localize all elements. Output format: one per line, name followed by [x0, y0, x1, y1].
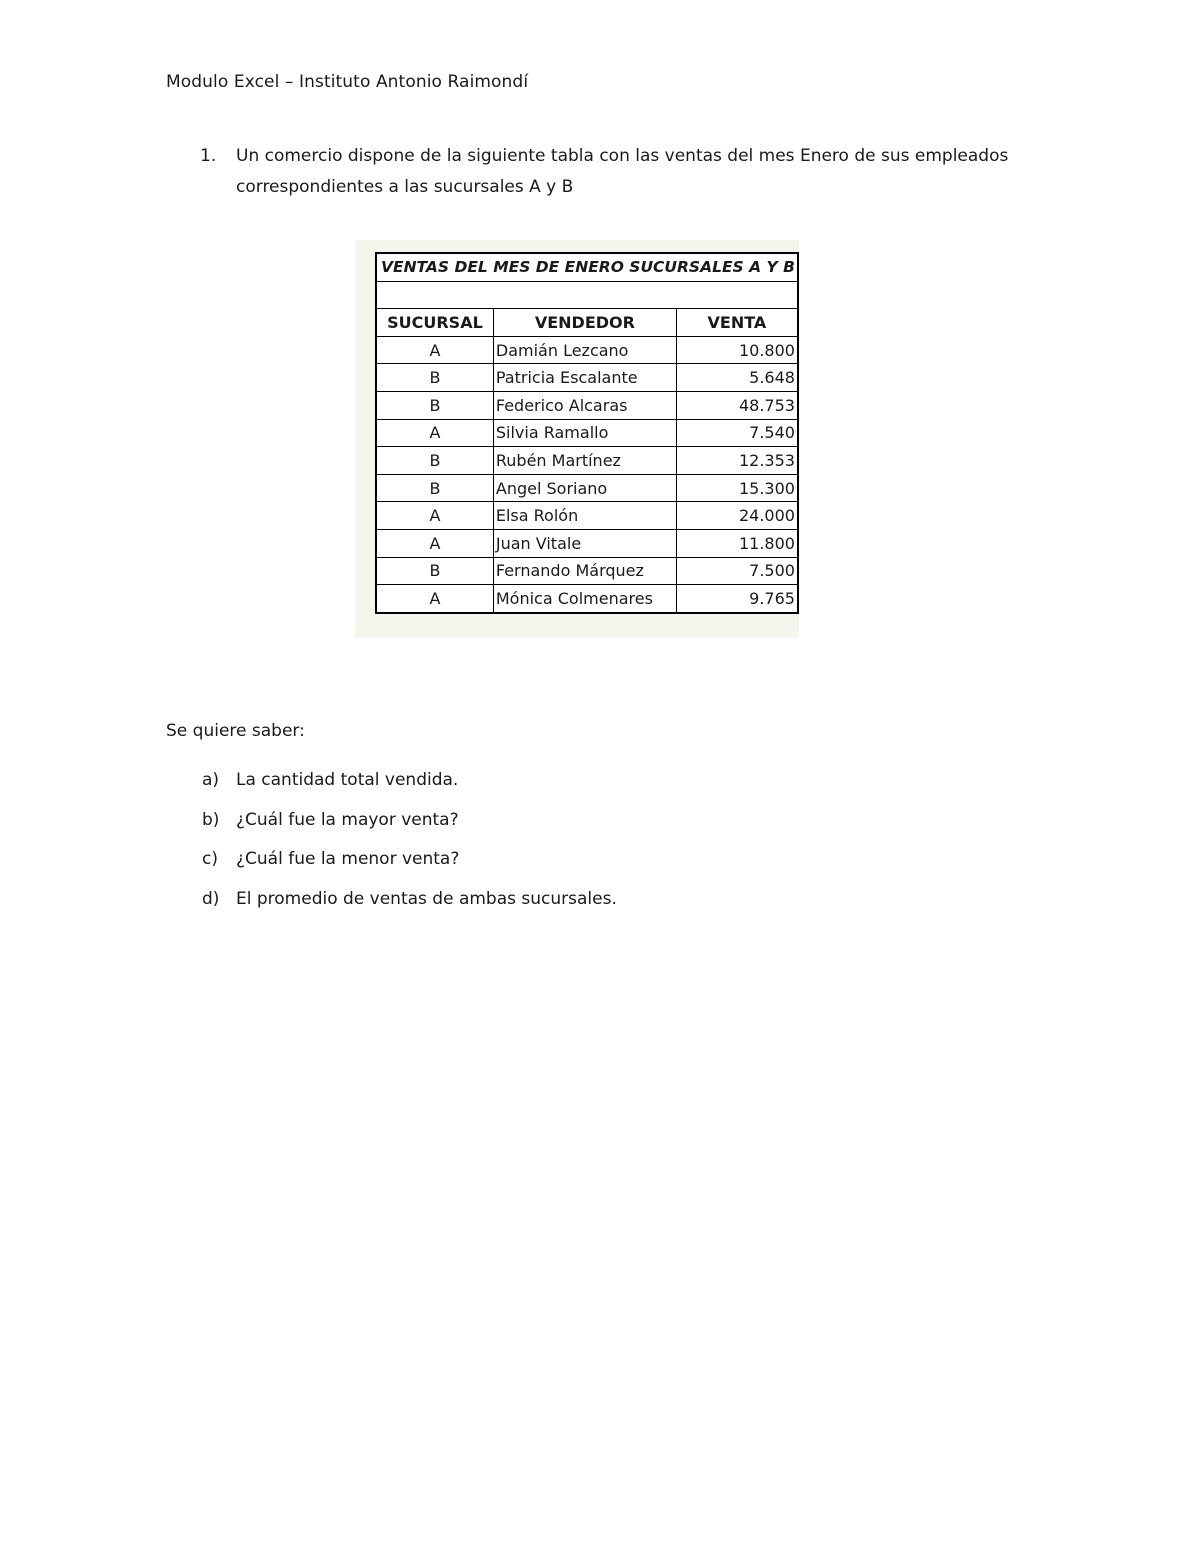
- table-row: [376, 474, 798, 502]
- cell-venta: 7.540: [676, 419, 798, 447]
- list-item-label: a): [202, 770, 220, 790]
- cell-venta: 48.753: [676, 391, 798, 419]
- table-row: [376, 364, 798, 392]
- cell-venta: 5.648: [676, 364, 798, 392]
- cell-sucursal: B: [376, 447, 493, 475]
- table-title: VENTAS DEL MES DE ENERO SUCURSALES A Y B: [376, 253, 798, 281]
- table-row: [376, 419, 798, 447]
- cell-venta: 9.765: [676, 585, 798, 613]
- cell-sucursal: A: [376, 336, 493, 364]
- cell-sucursal: A: [376, 529, 493, 557]
- document-header: Modulo Excel – Instituto Antonio Raimondí: [166, 72, 529, 92]
- list-item-text: ¿Cuál fue la mayor venta?: [236, 809, 459, 830]
- sub-question-list: [166, 770, 966, 928]
- table-row: [376, 447, 798, 475]
- list-item: [166, 810, 966, 850]
- cell-vendedor: Juan Vitale: [493, 529, 676, 557]
- cell-sucursal: B: [376, 557, 493, 585]
- header-vendedor: VENDEDOR: [493, 309, 676, 337]
- cell-vendedor: Damián Lezcano: [493, 336, 676, 364]
- cell-vendedor: Elsa Rolón: [493, 502, 676, 530]
- cell-venta: 7.500: [676, 557, 798, 585]
- list-item: [166, 889, 966, 929]
- table-row: [376, 502, 798, 530]
- cell-sucursal: A: [376, 419, 493, 447]
- cell-sucursal: A: [376, 585, 493, 613]
- cell-venta: 11.800: [676, 529, 798, 557]
- cell-vendedor: Patricia Escalante: [493, 364, 676, 392]
- header-venta: VENTA: [676, 309, 798, 337]
- question-text: Un comercio dispone de la siguiente tabla con las ventas del mes Enero de sus empleados correspondientes a las sucursales A y B: [236, 146, 1009, 197]
- sales-table: [375, 252, 799, 614]
- table-row: [376, 336, 798, 364]
- cell-sucursal: B: [376, 391, 493, 419]
- cell-vendedor: Fernando Márquez: [493, 557, 676, 585]
- cell-vendedor: Federico Alcaras: [493, 391, 676, 419]
- questions-subtitle: Se quiere saber:: [166, 721, 305, 741]
- list-item: [166, 849, 966, 889]
- cell-sucursal: A: [376, 502, 493, 530]
- table-empty-row: [376, 281, 798, 309]
- cell-venta: 12.353: [676, 447, 798, 475]
- cell-sucursal: B: [376, 364, 493, 392]
- list-item-text: El promedio de ventas de ambas sucursales.: [236, 888, 617, 909]
- header-sucursal: SUCURSAL: [376, 309, 493, 337]
- cell-vendedor: Rubén Martínez: [493, 447, 676, 475]
- table-row: [376, 585, 798, 613]
- list-item-text: ¿Cuál fue la menor venta?: [236, 849, 460, 869]
- list-item-label: b): [202, 809, 220, 830]
- cell-sucursal: B: [376, 474, 493, 502]
- table-row: [376, 529, 798, 557]
- table-header-row: [376, 309, 798, 337]
- list-item: [166, 770, 966, 810]
- list-item-label: d): [202, 888, 220, 909]
- table-row: [376, 557, 798, 585]
- sales-table-image: [355, 240, 799, 638]
- cell-venta: 24.000: [676, 502, 798, 530]
- list-item-label: c): [202, 849, 218, 869]
- cell-venta: 15.300: [676, 474, 798, 502]
- table-row: [376, 391, 798, 419]
- cell-vendedor: Mónica Colmenares: [493, 585, 676, 613]
- cell-vendedor: Silvia Ramallo: [493, 419, 676, 447]
- cell-venta: 10.800: [676, 336, 798, 364]
- cell-vendedor: Angel Soriano: [493, 474, 676, 502]
- question-number: 1.: [200, 146, 217, 166]
- list-item-text: La cantidad total vendida.: [236, 770, 459, 790]
